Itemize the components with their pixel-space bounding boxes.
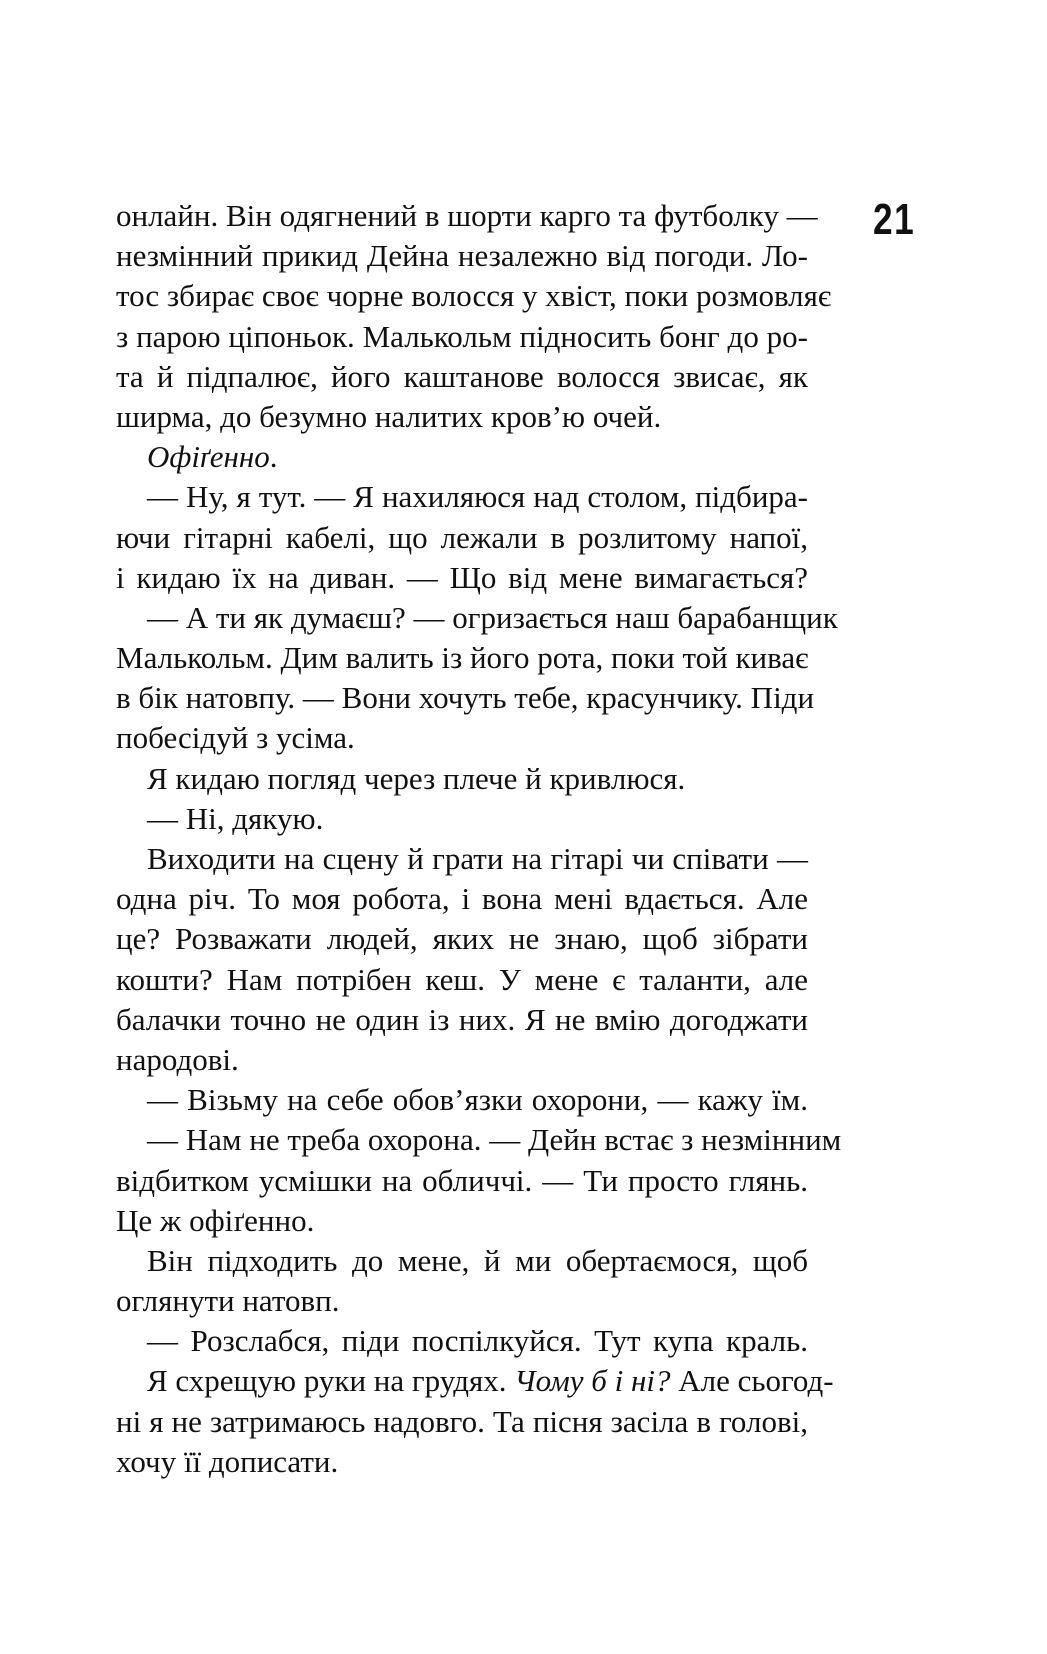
text-segment: — А ти як думаєш? — огризається наш барабанщик <box>147 599 838 635</box>
text-segment: онлайн. Він одягнений в шорти карго та футболку — <box>116 198 818 233</box>
text-segment: Він підходить до мене, й ми обертаємося, щоб <box>147 1242 808 1278</box>
text-segment: ширма, до безумно налитих кров’ю очей. <box>116 398 662 434</box>
text-segment: ні я не затримаюсь надовго. Та пісня засіла в голові, <box>116 1403 808 1439</box>
text-line <box>116 1442 808 1482</box>
text-segment: — Візьму на себе обов’язки охорони, — кажу їм. <box>147 1082 808 1118</box>
text-segment: в бік натовпу. — Вони хочуть тебе, красунчику. Піди <box>116 680 815 716</box>
text-segment: — Розслабся, піди поспілкуйся. Тут купа краль. <box>147 1323 808 1359</box>
page-number: 21 <box>873 195 916 244</box>
text-line <box>116 1321 808 1361</box>
text-segment: народові. <box>116 1041 239 1077</box>
text-line <box>116 598 838 638</box>
text-line <box>116 477 808 517</box>
text-segment: . <box>269 439 278 475</box>
text-segment: одна річ. То моя робота, і вона мені вдається. Але <box>116 881 808 917</box>
text-segment: і кидаю їх на диван. — Що від мене вимагається? <box>116 559 808 595</box>
text-line <box>116 759 808 799</box>
text-segment: Малькольм. Дим валить із його рота, поки той киває <box>116 640 809 676</box>
text-line <box>116 357 808 397</box>
text-line <box>116 276 832 316</box>
text-line <box>116 839 808 879</box>
text-line <box>116 678 815 718</box>
text-line <box>116 1281 808 1321</box>
text-segment: кошти? Нам потрібен кеш. У мене є таланти, але <box>116 961 808 997</box>
text-line <box>116 718 808 758</box>
text-line <box>116 799 808 839</box>
text-segment: це? Розважати людей, яких не знаю, щоб зібрати <box>116 921 808 957</box>
text-segment: ючи гітарні кабелі, що лежали в розлитому напої, <box>116 519 808 555</box>
text-line <box>116 1201 808 1241</box>
text-line <box>116 1120 842 1160</box>
text-line <box>116 437 808 477</box>
text-segment: відбитком усмішки на обличчі. — Ти просто глянь. <box>116 1162 808 1198</box>
italic-text: Чому б і ні? <box>514 1363 671 1399</box>
text-line <box>116 1361 834 1401</box>
text-segment: Виходити на сцену й грати на гітарі чи співати — <box>147 841 808 876</box>
text-segment: — Ні, дякую. <box>147 800 324 836</box>
text-segment: Це ж офіґенно. <box>116 1202 315 1238</box>
text-line <box>116 1161 808 1201</box>
text-line <box>116 919 808 959</box>
text-line <box>116 397 808 437</box>
text-segment: — Ну, я тут. — Я нахиляюся над столом, підбира- <box>147 479 808 515</box>
text-line <box>116 236 808 276</box>
text-line <box>116 317 808 357</box>
text-line <box>116 1080 808 1120</box>
text-segment: оглянути натовп. <box>116 1283 340 1319</box>
text-line <box>116 1000 808 1040</box>
body-text <box>116 196 842 1482</box>
text-line <box>116 879 808 919</box>
text-segment: Я кидаю погляд через плече й кривлюся. <box>147 760 686 796</box>
text-line <box>116 1241 808 1281</box>
text-segment: з парою ціпоньок. Малькольм підносить бонг до ро- <box>116 318 808 354</box>
text-line <box>116 1402 808 1442</box>
text-segment: — Нам не треба охорона. — Дейн встає з незмінним <box>147 1122 842 1158</box>
italic-text: Офіґенно <box>147 439 270 475</box>
text-segment: та й підпалює, його каштанове волосся звисає, як <box>116 358 808 394</box>
text-segment: Я схрещую руки на грудях. <box>147 1363 515 1399</box>
text-line <box>116 1040 808 1080</box>
text-segment: незмінний прикид Дейна незалежно від погоди. Ло- <box>116 238 808 274</box>
text-segment: балачки точно не один із них. Я не вмію догоджати <box>116 1001 808 1037</box>
text-line <box>116 638 808 678</box>
text-segment: побесідуй з усіма. <box>116 720 355 756</box>
text-line <box>116 960 808 1000</box>
text-segment: Але сьогод- <box>670 1363 834 1399</box>
text-line <box>116 558 808 598</box>
text-segment: тос збирає своє чорне волосся у хвіст, поки розмовляє <box>116 278 832 314</box>
text-line <box>116 518 808 558</box>
text-segment: хочу її дописати. <box>116 1443 339 1479</box>
text-line <box>116 196 818 236</box>
